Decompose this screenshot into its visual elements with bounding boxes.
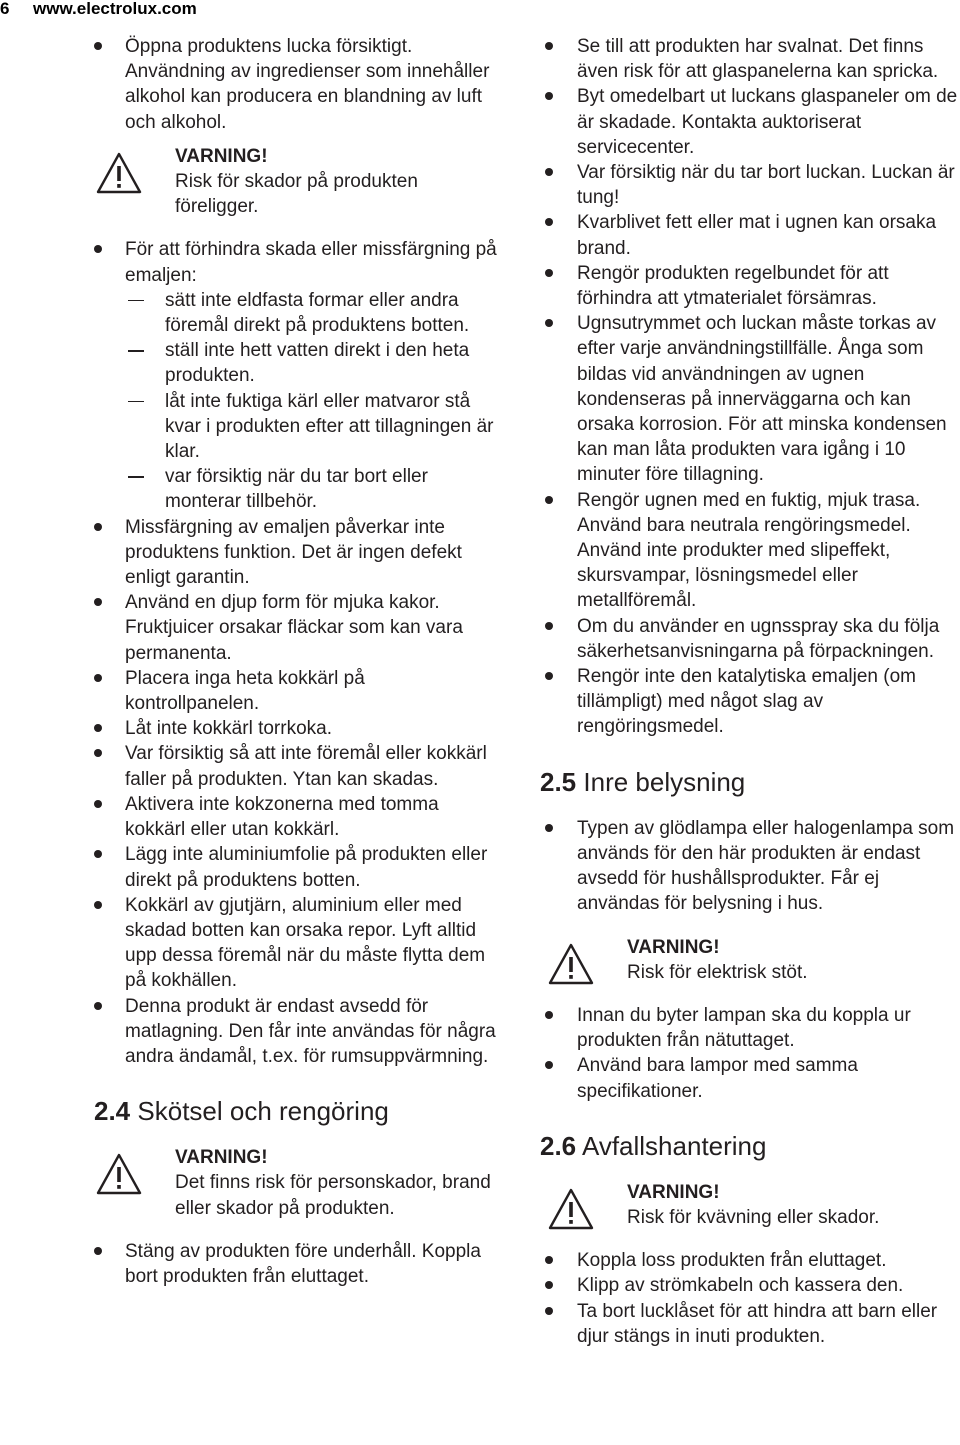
section-number: 2.4 — [94, 1096, 131, 1127]
list-item: Stäng av produkten före underhåll. Koppla bort produkten från eluttaget. — [0, 1239, 500, 1289]
warning-box — [0, 1145, 500, 1221]
dash-item: låt inte fuktiga kärl eller matvaror stå kvar i produkten efter att tillagningen är klar. — [0, 389, 500, 465]
list-item: Se till att produkten har svalnat. Det finns även risk för att glaspanelerna kan spricka. — [540, 34, 960, 84]
section-number: 2.6 — [540, 1130, 577, 1161]
list-item: Ugnsutrymmet och luckan måste torkas av efter varje användningstillfälle. Ånga som bildas vid användningen av ugnen kondenseras på innerväggarna och kan orsaka korrosion. För att minska kondensen kan man låta produkten vara igång i 10 minuter före tillagning. — [540, 311, 960, 487]
list-item: Öppna produktens lucka försiktigt. Användning av ingredienser som innehåller alkohol kan producera en blandning av luft och alkohol. — [0, 34, 500, 135]
list-item: Koppla loss produkten från eluttaget. — [540, 1248, 960, 1273]
right-column — [540, 34, 960, 1349]
warning-box — [0, 144, 500, 220]
warning-text: Det finns risk för personskador, brand eller skador på produkten. — [175, 1172, 491, 1219]
warning-title: VARNING! — [627, 936, 720, 958]
list-item: Använd bara lampor med samma specifikationer. — [540, 1053, 960, 1103]
list-item: Klipp av strömkabeln och kassera den. — [540, 1273, 960, 1298]
list-item: Kokkärl av gjutjärn, aluminium eller med skadad botten kan orsaka repor. Lyft alltid upp dessa föremål när du måste flytta dem på kokhällen. — [0, 893, 500, 994]
warning-title: VARNING! — [175, 1147, 268, 1169]
left-column — [0, 34, 500, 1289]
list-item: Rengör inte den katalytiska emaljen (om tillämpligt) med något slag av rengöringsmedel. — [540, 664, 960, 740]
warning-box — [540, 935, 960, 985]
list-item: För att förhindra skada eller missfärgning på emaljen: — [0, 237, 500, 287]
page-header — [0, 0, 400, 22]
list-item: Byt omedelbart ut luckans glaspaneler om de är skadade. Kontakta auktoriserat servicecenter. — [540, 84, 960, 160]
warning-triangle-icon — [96, 152, 142, 194]
page-number: 6 — [0, 0, 10, 18]
section-heading — [540, 1130, 960, 1162]
dash-item: ställ inte hett vatten direkt i den heta produkten. — [0, 338, 500, 388]
dash-item: sätt inte eldfasta formar eller andra föremål direkt på produktens botten. — [0, 288, 500, 338]
list-item: Kvarblivet fett eller mat i ugnen kan orsaka brand. — [540, 210, 960, 260]
section-heading — [0, 1095, 500, 1127]
list-item: Använd en djup form för mjuka kakor. Fruktjuicer orsakar fläckar som kan vara permanenta. — [0, 590, 500, 666]
list-item: Låt inte kokkärl torrkoka. — [0, 716, 500, 741]
warning-triangle-icon — [548, 1188, 594, 1230]
list-item: Rengör produkten regelbundet för att förhindra att ytmaterialet försämras. — [540, 261, 960, 311]
warning-text: Risk för elektrisk stöt. — [627, 961, 808, 983]
section-number: 2.5 — [540, 766, 577, 797]
list-item: Placera inga heta kokkärl på kontrollpanelen. — [0, 666, 500, 716]
list-item: Lägg inte aluminiumfolie på produkten eller direkt på produktens botten. — [0, 842, 500, 892]
list-item: Var försiktig när du tar bort luckan. Luckan är tung! — [540, 160, 960, 210]
warning-text: Risk för skador på produkten föreligger. — [175, 171, 418, 218]
list-item: Rengör ugnen med en fuktig, mjuk trasa. Använd bara neutrala rengöringsmedel. Använd inte produkter med slipeffekt, skursvampar, lösningsmedel eller metallföremål. — [540, 488, 960, 614]
warning-triangle-icon — [96, 1153, 142, 1195]
list-item: Ta bort lucklåset för att hindra att barn eller djur stängs in inuti produkten. — [540, 1299, 960, 1349]
dash-item: var försiktig när du tar bort eller monterar tillbehör. — [0, 464, 500, 514]
site-url: www.electrolux.com — [33, 0, 197, 18]
list-item: Om du använder en ugnsspray ska du följa säkerhetsanvisningarna på förpackningen. — [540, 614, 960, 664]
list-item: Var försiktig så att inte föremål eller kokkärl faller på produkten. Ytan kan skadas. — [0, 741, 500, 791]
list-item: Innan du byter lampan ska du koppla ur produkten från nätuttaget. — [540, 1003, 960, 1053]
warning-title: VARNING! — [627, 1181, 720, 1203]
section-title: Inre belysning — [583, 766, 746, 797]
warning-text: Risk för kvävning eller skador. — [627, 1206, 880, 1228]
section-title: Avfallshantering — [581, 1130, 767, 1161]
list-item: Denna produkt är endast avsedd för matlagning. Den får inte användas för några andra ändamål, t.ex. för rumsuppvärmning. — [0, 994, 500, 1070]
warning-box — [540, 1180, 960, 1230]
list-item: Typen av glödlampa eller halogenlampa som används för den här produkten är endast avsedd för hushållsprodukter. Får ej användas för belysning i hus. — [540, 816, 960, 917]
warning-triangle-icon — [548, 943, 594, 985]
list-item: Aktivera inte kokzonerna med tomma kokkärl eller utan kokkärl. — [0, 792, 500, 842]
list-item: Missfärgning av emaljen påverkar inte produktens funktion. Det är ingen defekt enligt garantin. — [0, 515, 500, 591]
section-heading — [540, 766, 960, 798]
warning-title: VARNING! — [175, 145, 268, 167]
section-title: Skötsel och rengöring — [137, 1096, 389, 1127]
